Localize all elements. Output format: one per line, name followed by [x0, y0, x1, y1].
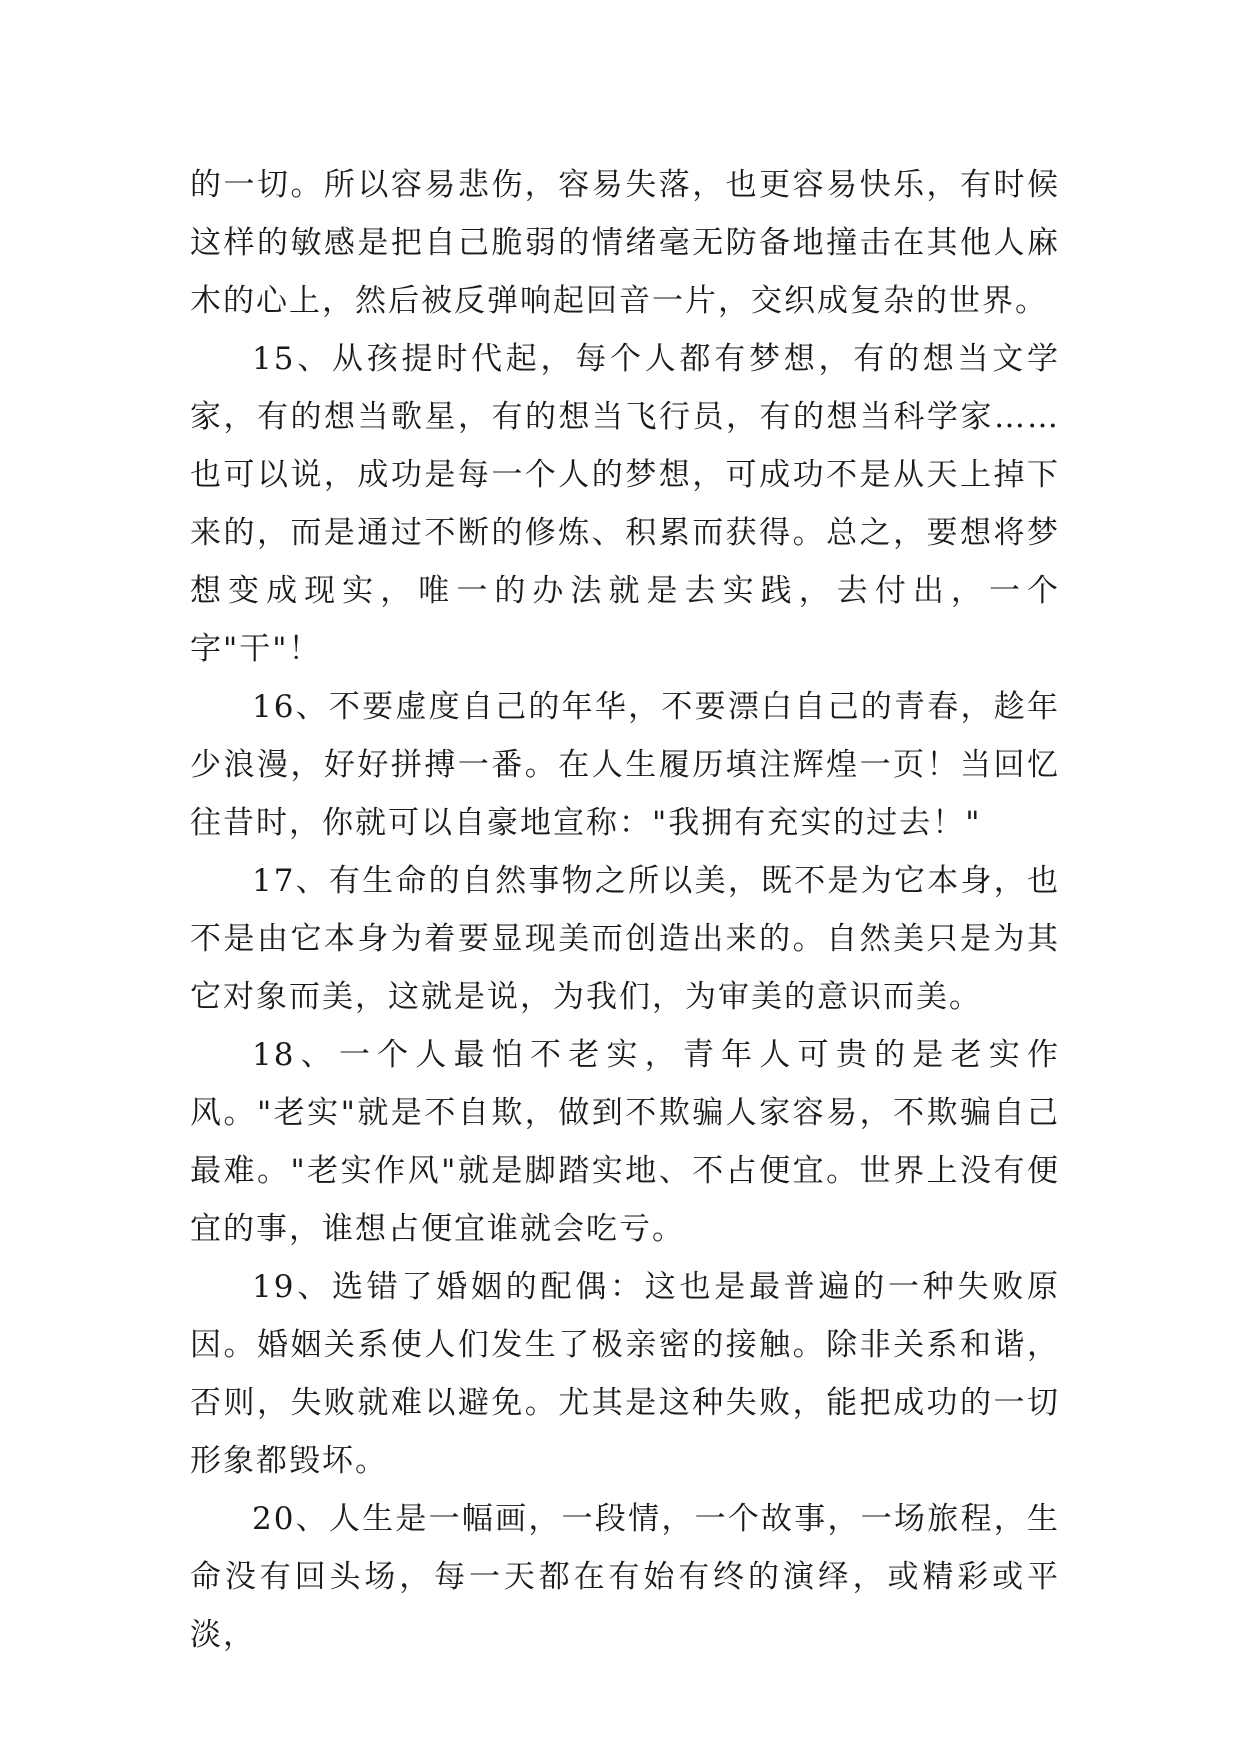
- document-body: [190, 156, 1060, 1664]
- paragraph-20: 20、人生是一幅画，一段情，一个故事，一场旅程，生命没有回头场，每一天都在有始有终的演绎，或精彩或平淡，: [190, 1501, 1060, 1653]
- paragraph-18: 18、一个人最怕不老实，青年人可贵的是老实作风。"老实"就是不自欺，做到不欺骗人家容易，不欺骗自己最难。"老实作风"就是脚踏实地、不占便宜。世界上没有便宜的事，谁想占便宜谁就会吃亏。: [190, 1037, 1060, 1247]
- paragraph-17: 17、有生命的自然事物之所以美，既不是为它本身，也不是由它本身为着要显现美而创造出来的。自然美只是为其它对象而美，这就是说，为我们，为审美的意识而美。: [190, 863, 1060, 1015]
- paragraph-16: 16、不要虚度自己的年华，不要漂白自己的青春，趁年少浪漫，好好拼搏一番。在人生履历填注辉煌一页！当回忆往昔时，你就可以自豪地宣称："我拥有充实的过去！": [190, 689, 1060, 841]
- paragraph-19: 19、选错了婚姻的配偶：这也是最普遍的一种失败原因。婚姻关系使人们发生了极亲密的接触。除非关系和谐，否则，失败就难以避免。尤其是这种失败，能把成功的一切形象都毁坏。: [190, 1269, 1060, 1479]
- paragraph-15: 15、从孩提时代起，每个人都有梦想，有的想当文学家，有的想当歌星，有的想当飞行员，有的想当科学家……也可以说，成功是每一个人的梦想，可成功不是从天上掉下来的，而是通过不断的修炼、积累而获得。总之，要想将梦想变成现实，唯一的办法就是去实践，去付出，一个字"干"！: [190, 341, 1060, 667]
- paragraph-continuation: 的一切。所以容易悲伤，容易失落，也更容易快乐，有时候这样的敏感是把自己脆弱的情绪毫无防备地撞击在其他人麻木的心上，然后被反弹响起回音一片，交织成复杂的世界。: [190, 167, 1060, 319]
